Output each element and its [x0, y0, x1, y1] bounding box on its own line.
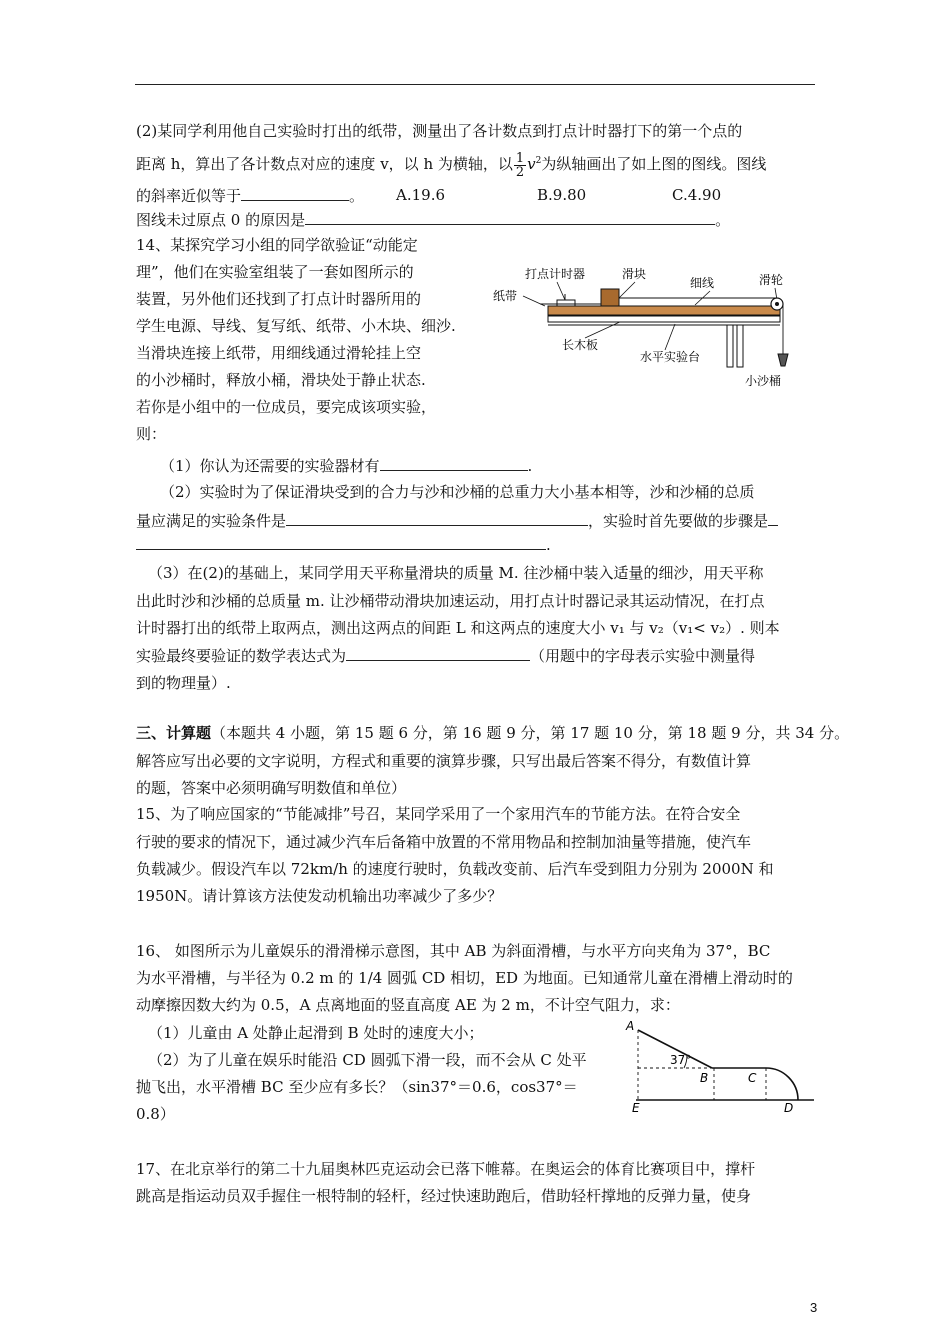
q16-part1: （1）儿童由 A 处静止起滑到 B 处时的速度大小；	[148, 1024, 484, 1042]
label-tape: 纸带	[493, 289, 518, 303]
label-string: 细线	[690, 276, 715, 290]
q13-line-4: 图线未过原点 0 的原因是 。	[136, 211, 731, 229]
angle-label: 37°	[670, 1053, 692, 1067]
header-rule	[135, 84, 815, 85]
q13-line-1: (2)某同学利用他自己实验时打出的纸带，测量出了各计数点到打点计时器打下的第一个点的	[136, 122, 743, 140]
equipment-blank[interactable]	[380, 455, 528, 471]
origin-reason-blank[interactable]	[305, 209, 715, 225]
q14-line-8: 则：	[136, 425, 167, 443]
q14-line-1: 14、某探究学习小组的同学欲验证“动能定	[136, 236, 418, 254]
q14-line-6: 的小沙桶时，释放小桶，滑块处于静止状态.	[136, 371, 426, 389]
q16-part2-line3: 0.8）	[136, 1105, 175, 1123]
q13-line-2: 距离 h，算出了各计数点对应的速度 v，以 h 为横轴，以 $\frac{1}{2}$ $v^2$为纵轴画出了如上图的图线。图线	[136, 150, 767, 180]
label-slider: 滑块	[622, 267, 647, 281]
q14-part1: （1）你认为还需要的实验器材有 .	[160, 457, 533, 475]
option-b: B.9.80	[537, 186, 587, 204]
q17-line-1: 17、在北京举行的第二十九届奥林匹克运动会已落下帷幕。在奥运会的体育比赛项目中，撑杆	[136, 1160, 756, 1178]
q14-part3-line1: （3）在(2)的基础上，某同学用天平称量滑块的质量 M. 往沙桶中装入适量的细沙，用天平称	[148, 564, 764, 582]
section3-title: 三、计算题	[136, 724, 212, 742]
label-timer: 打点计时器	[525, 267, 586, 281]
expression-blank[interactable]	[346, 645, 530, 661]
q14-line-7: 若你是小组中的一位成员，要完成该项实验，	[136, 398, 437, 416]
q15-line-2: 行驶的要求的情况下，通过减少汽车后备箱中放置的不常用物品和控制加油量等措施，使汽车	[136, 833, 752, 851]
section3-line-2: 解答应写出必要的文字说明，方程式和重要的演算步骤，只写出最后答案不得分，有数值计算	[136, 752, 752, 770]
q14-part3-line3: 计时器打出的纸带上取两点，测出这两点的间距 L 和这两点的速度大小 v₁ 与 v₂（v₁< v₂）. 则本	[136, 619, 780, 637]
q14-part2-line1: （2）实验时为了保证滑块受到的合力与沙和沙桶的总重力大小基本相等，沙和沙桶的总质	[160, 483, 755, 501]
q16-line-1: 16、 如图所示为儿童娱乐的滑滑梯示意图，其中 AB 为斜面滑槽，与水平方向夹角为 37°，BC	[136, 942, 771, 960]
q14-line-5: 当滑块连接上纸带，用细线通过滑轮挂上空	[136, 344, 422, 362]
q16-part2-line1: （2）为了儿童在娱乐时能沿 CD 圆弧下滑一段，而不会从 C 处平	[148, 1051, 587, 1069]
q16-part2-line2: 抛飞出，水平滑槽 BC 至少应有多长？（sin37°＝0.6，cos37°＝	[136, 1078, 578, 1096]
page-number: 3	[810, 1300, 818, 1315]
q14-part3-line2: 出此时沙和沙桶的总质量 m. 让沙桶带动滑块加速运动，用打点计时器记录其运动情况，在打点	[136, 592, 765, 610]
point-c-label: C	[748, 1071, 757, 1085]
q14-part2-line2: 量应满足的实验条件是 ，实验时首先要做的步骤是	[136, 510, 778, 531]
q15-line-4: 1950N。请计算该方法使发动机输出功率减少了多少？	[136, 887, 503, 905]
label-pulley: 滑轮	[759, 273, 784, 287]
q15-line-1: 15、为了响应国家的“节能减排”号召，某同学采用了一个家用汽车的节能方法。在符合安全	[136, 805, 741, 823]
option-a: A.19.6	[396, 186, 445, 204]
q14-line-2: 理”，他们在实验室组装了一套如图所示的	[136, 263, 414, 281]
q14-part3-line5: 到的物理量）.	[136, 674, 231, 692]
label-table: 水平实验台	[640, 350, 701, 364]
q14-part3-line4: 实验最终要验证的数学表达式为 （用题中的字母表示实验中测量得	[136, 647, 756, 665]
apparatus-diagram	[485, 258, 815, 393]
label-bucket: 小沙桶	[745, 374, 782, 388]
section3-line-3: 的题，答案中必须明确写明数值和单位）	[136, 779, 407, 797]
slide-diagram	[622, 1018, 817, 1118]
q14-line-3: 装置，另外他们还找到了打点计时器所用的	[136, 290, 422, 308]
q17-line-2: 跳高是指运动员双手握住一根特制的轻杆，经过快速助跑后，借助轻杆撑地的反弹力量，使身	[136, 1187, 752, 1205]
slope-answer-blank[interactable]	[241, 185, 349, 201]
point-e-label: E	[632, 1101, 640, 1115]
q15-line-3: 负载减少。假设汽车以 72km/h 的速度行驶时，负载改变前、后汽车受到阻力分别为 2000N 和	[136, 860, 774, 878]
point-a-label: A	[626, 1019, 635, 1033]
q13-line-3: 的斜率近似等于 。 A.19.6 B.9.80 C.4.90	[136, 186, 722, 205]
q16-line-3: 动摩擦因数大约为 0.5，A 点离地面的竖直高度 AE 为 2 m，不计空气阻力，求：	[136, 996, 680, 1014]
label-board: 长木板	[562, 338, 599, 352]
point-d-label: D	[784, 1101, 794, 1115]
point-b-label: B	[700, 1071, 709, 1085]
section3-line-1: 三、计算题（本题共 4 小题，第 15 题 6 分，第 16 题 9 分，第 17 题 10 分，第 18 题 9 分，共 34 分。	[136, 724, 850, 742]
condition-blank[interactable]	[286, 510, 588, 526]
option-c: C.4.90	[672, 186, 722, 204]
q14-part2-line3: .	[136, 534, 551, 555]
first-step-blank[interactable]	[136, 534, 546, 550]
q16-line-2: 为水平滑槽，与半径为 0.2 m 的 1/4 圆弧 CD 相切，ED 为地面。已知通常儿童在滑槽上滑动时的	[136, 969, 793, 987]
q14-line-4: 学生电源、导线、复写纸、纸带、小木块、细沙.	[136, 317, 456, 335]
half-fraction: $\frac{1}{2}$	[515, 150, 525, 180]
